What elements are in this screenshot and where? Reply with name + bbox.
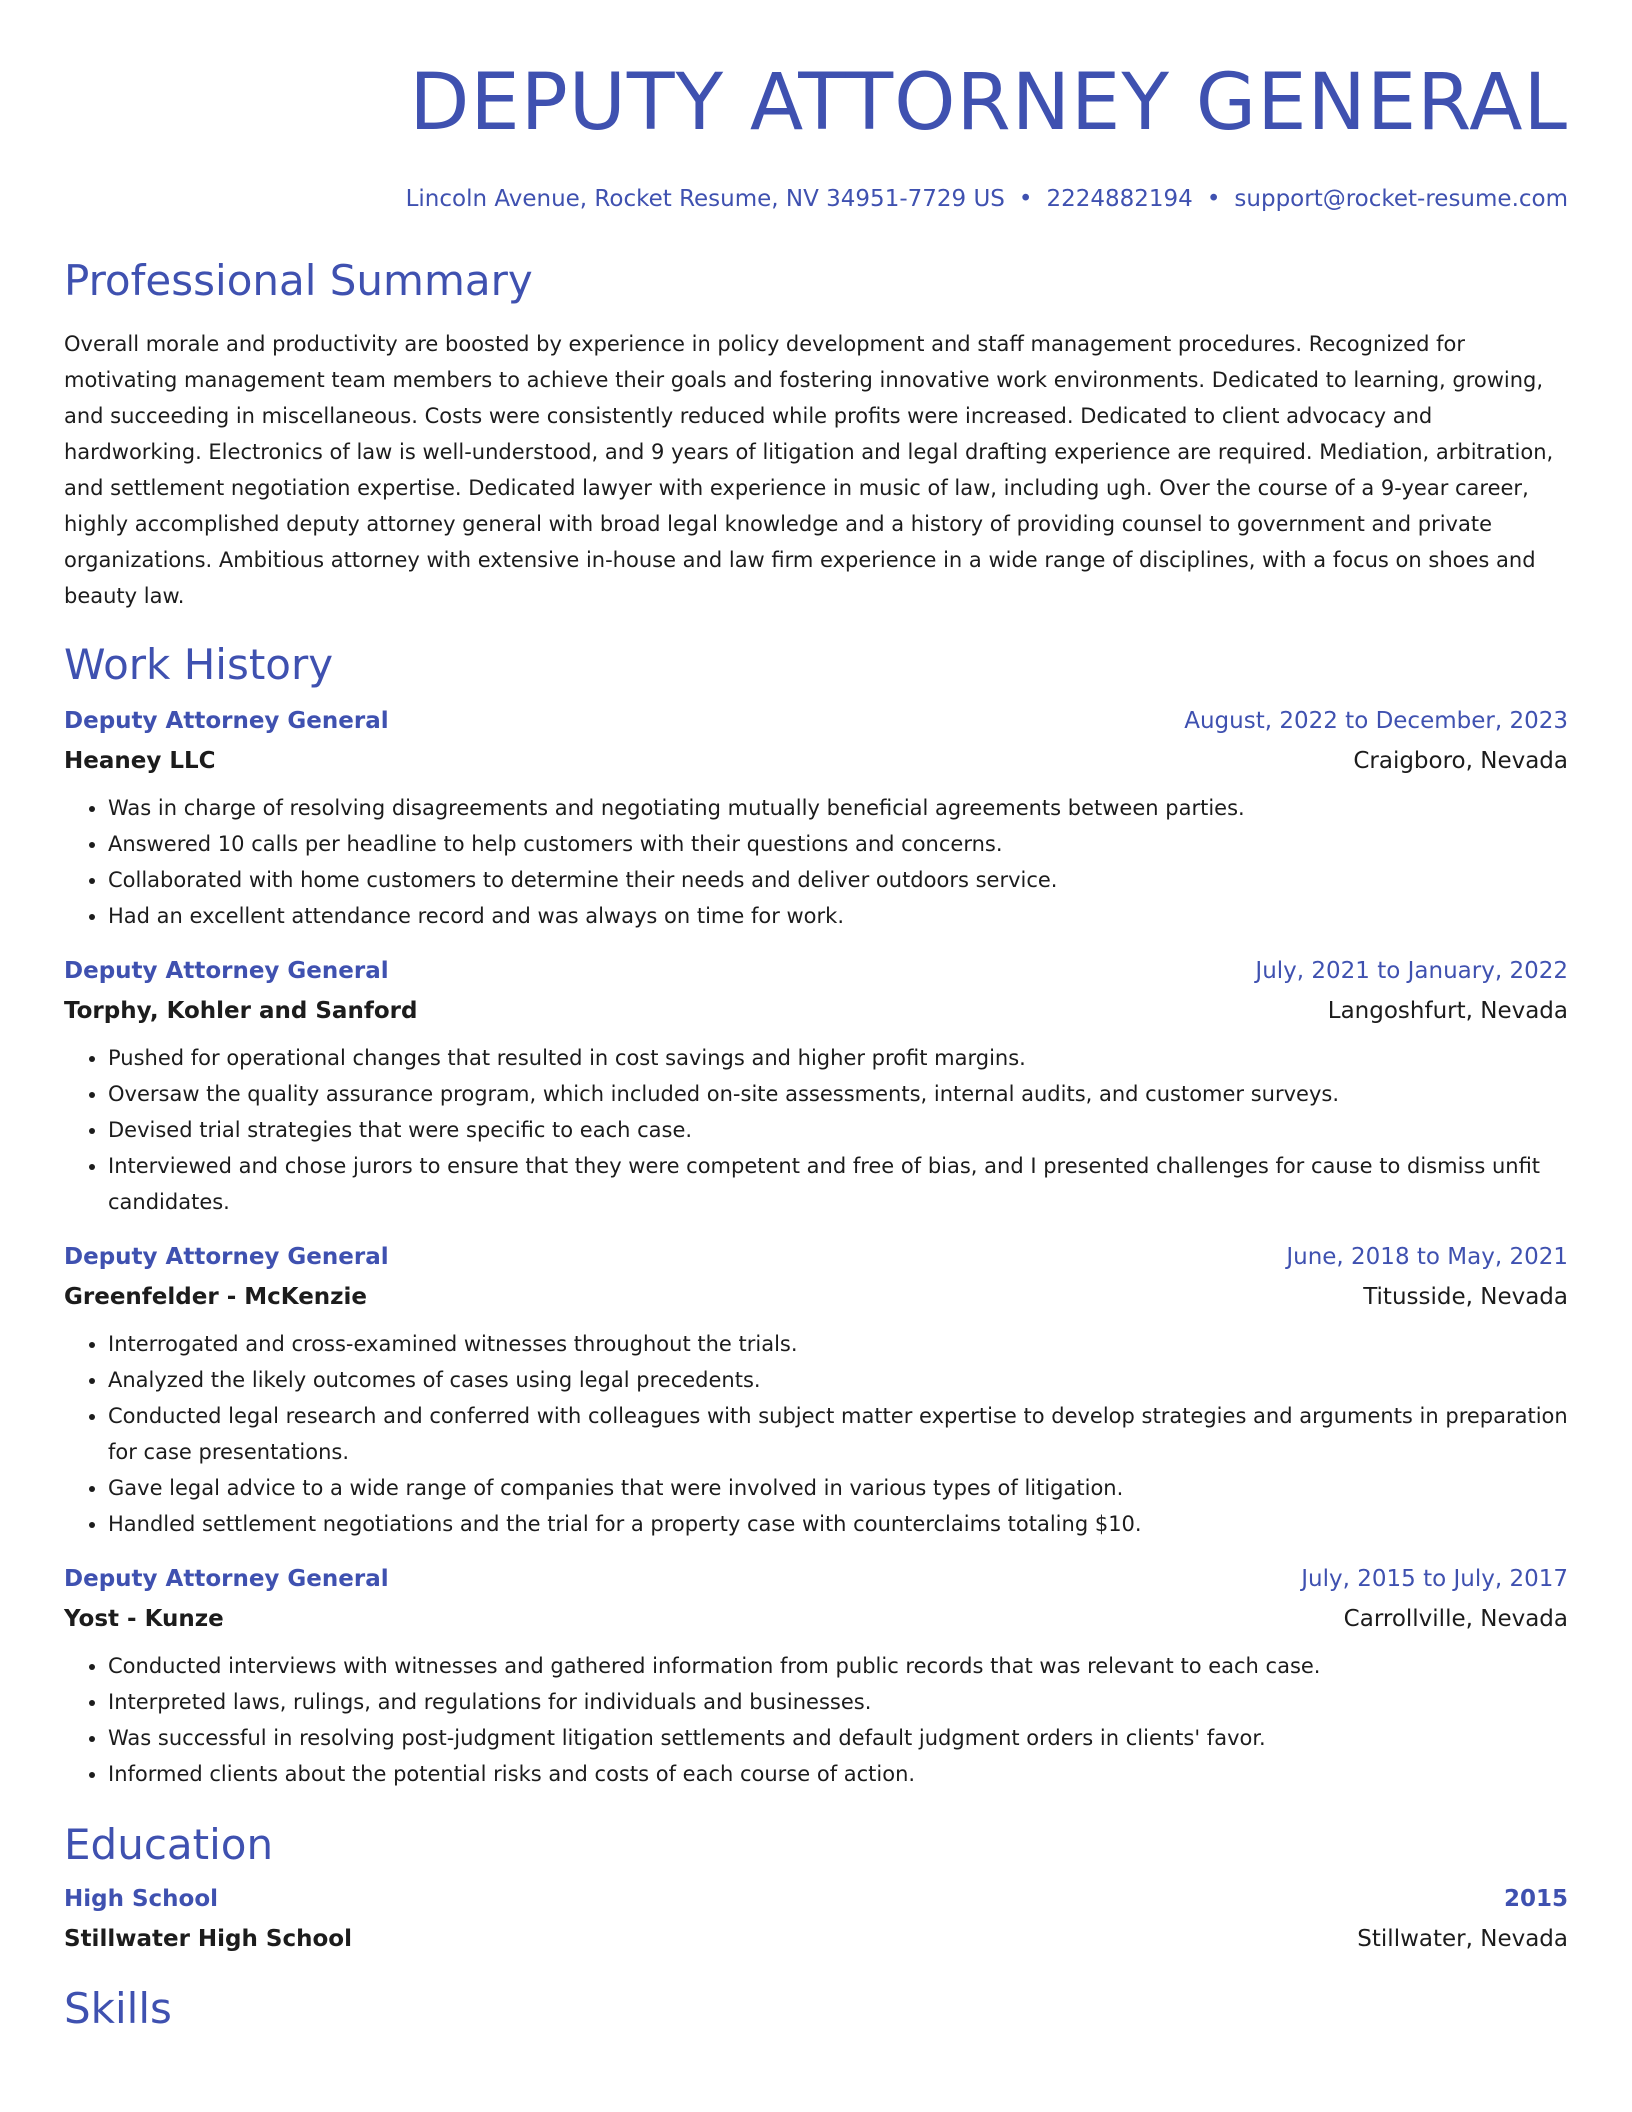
job-company: Heaney LLC [64, 748, 216, 774]
education-degree: High School [64, 1886, 219, 1912]
contact-email: support@rocket-resume.com [1234, 186, 1568, 212]
job-entry [64, 706, 1568, 934]
job-location: Craigboro, Nevada [1353, 748, 1568, 774]
job-bullet: • Interpreted laws, rulings, and regulations for individuals and businesses. [108, 1684, 1568, 1720]
job-dates: June, 2018 to May, 2021 [1286, 1244, 1568, 1270]
job-location: Carrollville, Nevada [1343, 1606, 1568, 1632]
contact-line [64, 184, 1568, 214]
job-bullets [64, 1648, 1568, 1792]
job-dates: August, 2022 to December, 2023 [1184, 708, 1568, 734]
job-bullet: • Conducted interviews with witnesses and gathered information from public records that was relevant to each case. [108, 1648, 1568, 1684]
job-bullet: • Had an excellent attendance record and was always on time for work. [108, 898, 1568, 934]
summary-text: Overall morale and productivity are boosted by experience in policy development and staff management procedures. Recognized for motivating management team members to achieve their goals and fostering innovative work environments. Dedicated to learning, growing, and succeeding in miscellaneous. Costs were consistently reduced while profits were increased. Dedicated to client advocacy and hardworking. Electronics of law is well-understood, and 9 years of litigation and legal drafting experience are required. Mediation, arbitration, and settlement negotiation expertise. Dedicated lawyer with experience in music of law, including ugh. Over the course of a 9-year career, highly accomplished deputy attorney general with broad legal knowledge and a history of providing counsel to government and private organizations. Ambitious attorney with extensive in-house and law firm experience in a wide range of disciplines, with a focus on shoes and beauty law. [64, 332, 1554, 608]
job-bullet: • Interviewed and chose jurors to ensure that they were competent and free of bias, and I presented challenges for cause to dismiss unfit candidates. [108, 1148, 1568, 1220]
job-bullet: • Was in charge of resolving disagreements and negotiating mutually beneficial agreements between parties. [108, 790, 1568, 826]
job-title: Deputy Attorney General [64, 1566, 389, 1592]
job-bullet: • Analyzed the likely outcomes of cases using legal precedents. [108, 1362, 1568, 1398]
work-history-heading: Work History [64, 640, 334, 689]
job-company: Torphy, Kohler and Sanford [64, 998, 418, 1024]
contact-separator: • [1206, 186, 1221, 212]
resume-page [64, 0, 1568, 2034]
job-dates: July, 2021 to January, 2022 [1255, 958, 1568, 984]
job-bullet: • Pushed for operational changes that resulted in cost savings and higher profit margins. [108, 1040, 1568, 1076]
job-bullet: • Handled settlement negotiations and the trial for a property case with counterclaims totaling $10. [108, 1506, 1568, 1542]
contact-phone: 2224882194 [1046, 186, 1193, 212]
job-location: Titusside, Nevada [1363, 1284, 1568, 1310]
job-entry [64, 1242, 1568, 1542]
job-dates: July, 2015 to July, 2017 [1301, 1566, 1568, 1592]
job-title: Deputy Attorney General [64, 1244, 389, 1270]
job-company: Yost - Kunze [64, 1606, 224, 1632]
skills-heading: Skills [64, 1984, 172, 2033]
job-bullet: • Was successful in resolving post-judgment litigation settlements and default judgment orders in clients' favor. [108, 1720, 1568, 1756]
education-heading: Education [64, 1820, 274, 1869]
education-location: Stillwater, Nevada [1357, 1926, 1568, 1952]
job-entry [64, 956, 1568, 1220]
job-bullet: • Answered 10 calls per headline to help customers with their questions and concerns. [108, 826, 1568, 862]
job-title: Deputy Attorney General [64, 958, 389, 984]
job-bullet: • Conducted legal research and conferred with colleagues with subject matter expertise to develop strategies and arguments in preparation for case presentations. [108, 1398, 1568, 1470]
summary-heading: Professional Summary [64, 256, 533, 305]
job-bullet: • Gave legal advice to a wide range of companies that were involved in various types of litigation. [108, 1470, 1568, 1506]
job-bullets [64, 790, 1568, 934]
job-bullets [64, 1040, 1568, 1220]
job-entry [64, 1564, 1568, 1792]
job-bullet: • Devised trial strategies that were specific to each case. [108, 1112, 1568, 1148]
job-bullet: • Oversaw the quality assurance program, which included on-site assessments, internal audits, and customer surveys. [108, 1076, 1568, 1112]
job-bullet: • Interrogated and cross-examined witnesses throughout the trials. [108, 1326, 1568, 1362]
education-year: 2015 [1503, 1886, 1568, 1912]
job-location: Langoshfurt, Nevada [1327, 998, 1568, 1024]
resume-name: DEPUTY ATTORNEY GENERAL [409, 58, 1568, 148]
contact-address: Lincoln Avenue, Rocket Resume, NV 34951-7729 US [405, 186, 1005, 212]
job-bullet: • Informed clients about the potential risks and costs of each course of action. [108, 1756, 1568, 1792]
job-title: Deputy Attorney General [64, 708, 389, 734]
job-bullet: • Collaborated with home customers to determine their needs and deliver outdoors service. [108, 862, 1568, 898]
contact-separator: • [1018, 186, 1033, 212]
education-school: Stillwater High School [64, 1926, 352, 1952]
job-bullets [64, 1326, 1568, 1542]
job-company: Greenfelder - McKenzie [64, 1284, 368, 1310]
